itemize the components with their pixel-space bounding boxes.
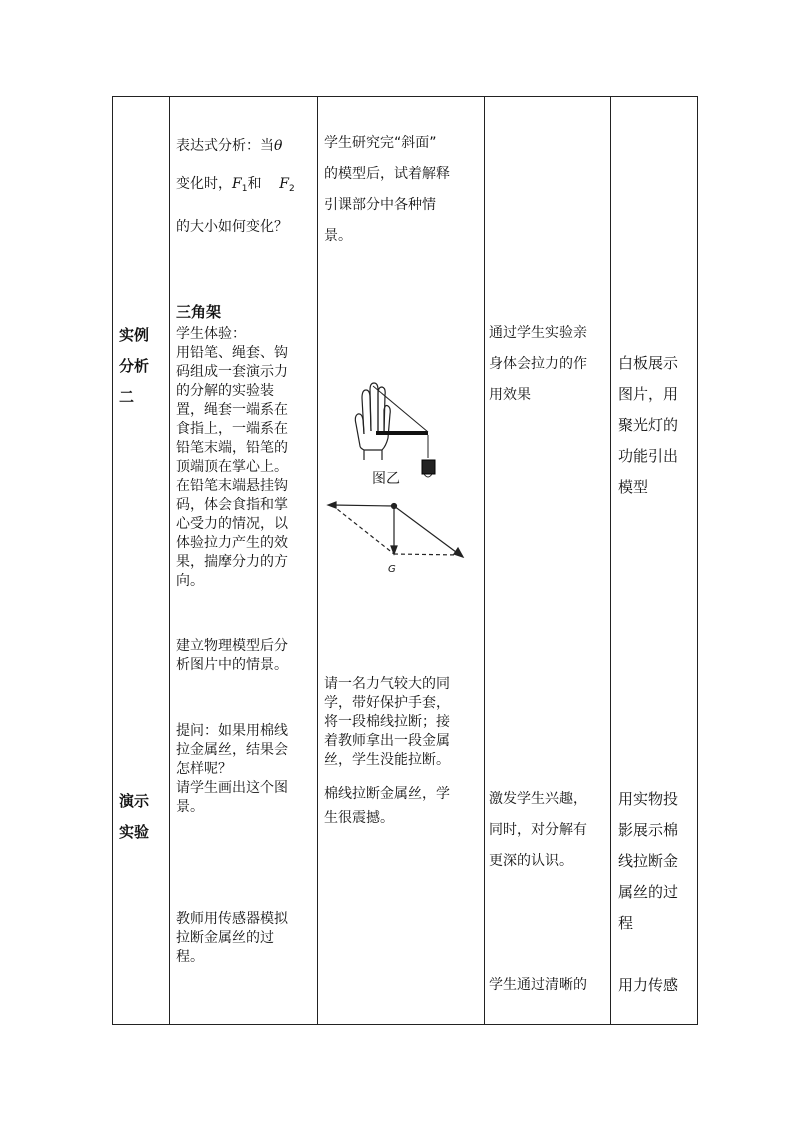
purpose-experience: 通过学生实验亲 身体会拉力的作 用效果: [489, 325, 587, 403]
expression-analysis: 表达式分析：当θ 变化时，$F_1$和 $F_2$ 的大小如何变化？: [176, 138, 295, 235]
column-divider: [610, 97, 611, 1024]
hand-icon: [355, 383, 390, 460]
column-divider: [169, 97, 170, 1024]
sensor-simulation: 教师用传感器模拟 拉断金属丝的过 程。: [176, 911, 288, 965]
weight-icon: [422, 460, 435, 474]
row-label-demo: 演示 实验: [119, 792, 150, 841]
model-analysis: 建立物理模型后分 析图片中的情景。: [176, 638, 288, 673]
cotton-experiment: 请一名力气较大的同 学，带好保护手套， 将一段棉线拉断；接 着教师拿出一段金属 丝，学生没能拉断。: [324, 676, 450, 768]
column-divider: [484, 97, 485, 1024]
theta-symbol: θ: [274, 138, 283, 154]
cotton-reaction: 棉线拉断金属丝，学 生很震撼。: [324, 786, 450, 826]
pencil-shape: [376, 431, 428, 435]
purpose-clear: 学生通过清晰的: [489, 977, 587, 993]
incline-explanation: 学生研究完“斜面” 的模型后，试着解释 引课部分中各种情 景。: [324, 135, 450, 244]
force-diagram: [328, 502, 463, 557]
gravity-label: G: [388, 564, 396, 575]
tripod-figure: [320, 376, 484, 576]
row-label-example: 实例 分析 二: [119, 326, 150, 406]
media-sensor: 用力传感: [618, 976, 679, 994]
purpose-interest: 激发学生兴趣， 同时，对分解有 更深的认识。: [489, 791, 587, 869]
tripod-heading: 三角架: [176, 303, 222, 321]
column-divider: [317, 97, 318, 1024]
tripod-description: 学生体验： 用铅笔、绳套、钩 码组成一套演示力 的分解的实验装 置，绳套一端系在 食指上，一端系在 铅笔末端，铅笔的 顶端顶在掌心上。 在铅笔末端悬挂钩 码，体会食指和掌 心受力的情况，以 体验拉力产生的效 果，揣摩分力的方 向。: [176, 326, 288, 589]
question-text: 提问：如果用棉线 拉金属丝，结果会 怎样呢？ 请学生画出这个图 景。: [176, 723, 288, 815]
string-line: [373, 386, 428, 432]
media-projector: 用实物投 影展示棉 线拉断金 属丝的过 程: [618, 790, 679, 932]
figure-caption: 图乙: [372, 471, 400, 487]
media-whiteboard: 白板展示 图片，用 聚光灯的 功能引出 模型: [618, 354, 679, 496]
